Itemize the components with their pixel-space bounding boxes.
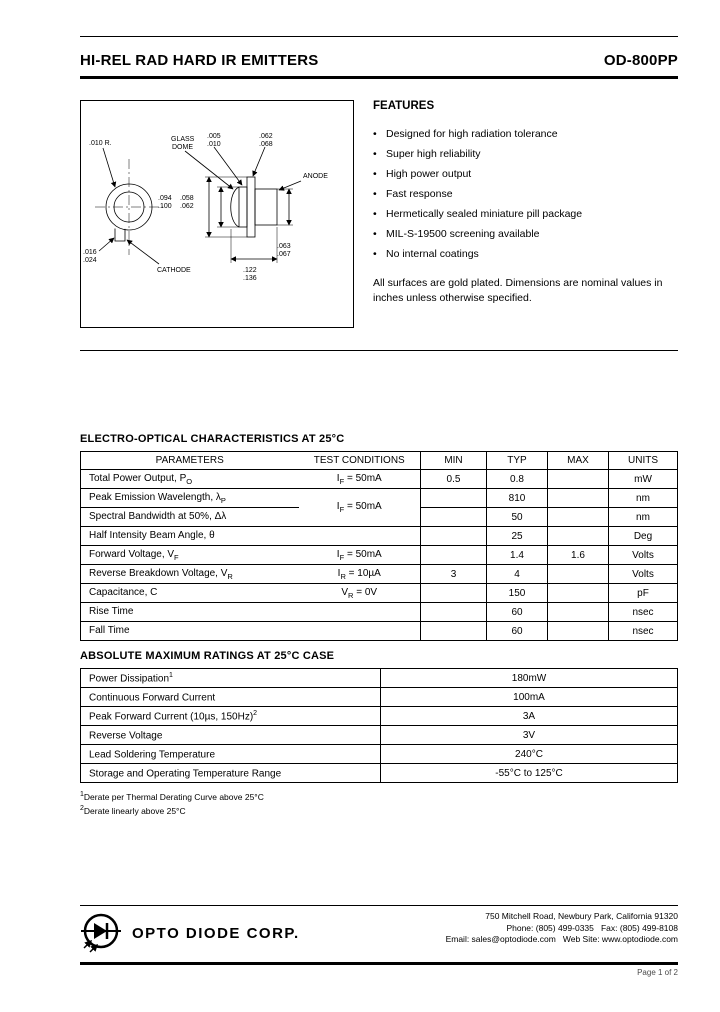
col-units: UNITS <box>609 452 678 470</box>
parameter-cell: Peak Emission Wavelength, $\lambda_P$ <box>81 489 299 508</box>
parameter-cell: Rise Time <box>81 603 299 622</box>
footnotes <box>80 789 678 817</box>
length-dim: .136 <box>243 275 257 282</box>
test-condition-cell: $I_F = 50mA$ <box>299 489 421 527</box>
max-cell <box>548 489 609 508</box>
amr-row-lead-soldering <box>81 745 678 764</box>
typ-cell: 60 <box>487 622 548 641</box>
dome-height-dim: .005 <box>207 133 221 140</box>
flange-dia-dim: .094 <box>158 195 172 202</box>
address-block <box>446 911 678 946</box>
max-cell: 1.6 <box>548 546 609 565</box>
eo-row-peak-wavelength <box>81 489 678 508</box>
rating-value-cell: 240°C <box>381 745 678 764</box>
col-test-conditions: TEST CONDITIONS <box>299 452 421 470</box>
tab-width-dim: .024 <box>83 257 97 264</box>
units-cell: Volts <box>609 546 678 565</box>
feature-item <box>373 188 675 201</box>
length-dim: .122 <box>243 267 257 274</box>
units-cell: pF <box>609 584 678 603</box>
units-cell: mW <box>609 470 678 489</box>
test-condition-cell: $I_F = 50mA$ <box>299 546 421 565</box>
page-number: Page 1 of 2 <box>637 968 678 977</box>
rating-label-cell: Continuous Forward Current <box>81 688 381 707</box>
feature-text: MIL-S-19500 screening available <box>386 228 540 240</box>
features-section <box>373 100 675 306</box>
min-cell <box>421 546 487 565</box>
feature-text: Designed for high radiation tolerance <box>386 128 558 140</box>
amr-table <box>80 668 678 783</box>
units-cell: Volts <box>609 565 678 584</box>
bullet-icon: • <box>373 168 377 180</box>
units-cell: nsec <box>609 603 678 622</box>
feature-item <box>373 228 675 241</box>
eo-row-forward-voltage <box>81 546 678 565</box>
footnote-1: $^1$Derate per Thermal Derating Curve above 25°C <box>80 791 264 802</box>
typ-cell: 810 <box>487 489 548 508</box>
eo-heading: ELECTRO-OPTICAL CHARACTERISTICS AT 25°C <box>80 433 345 445</box>
drawing-shapes <box>95 147 301 264</box>
bottom-rule <box>80 962 678 965</box>
header-rule <box>80 76 678 79</box>
test-condition-cell <box>299 603 421 622</box>
dome-dia-dim: .058 <box>180 195 194 202</box>
max-cell <box>548 584 609 603</box>
amr-row-forward-current <box>81 688 678 707</box>
typ-cell: 1.4 <box>487 546 548 565</box>
amr-row-storage-temp <box>81 764 678 783</box>
company-name: OPTO DIODE CORP. <box>132 924 300 942</box>
min-cell <box>421 489 487 508</box>
parameter-cell: Capacitance, C <box>81 584 299 603</box>
col-max: MAX <box>548 452 609 470</box>
glass-dome-label: GLASS <box>171 136 195 143</box>
email-web-line: Email: sales@optodiode.com Web Site: www.optodiode.com <box>445 934 678 944</box>
stud-dia-dim: .063 <box>277 243 291 250</box>
flange-dim: .068 <box>259 141 273 148</box>
max-cell <box>548 603 609 622</box>
rating-value-cell: -55°C to 125°C <box>381 764 678 783</box>
units-cell: nm <box>609 508 678 527</box>
bullet-icon: • <box>373 128 377 140</box>
rating-value-cell: 3V <box>381 726 678 745</box>
feature-text: No internal coatings <box>386 248 479 260</box>
flange-dia-dim: .100 <box>158 203 172 210</box>
part-number: OD-800PP <box>603 52 678 69</box>
features-list <box>373 128 675 261</box>
max-cell <box>548 565 609 584</box>
min-cell <box>421 584 487 603</box>
dome-height-dim: .010 <box>207 141 221 148</box>
min-cell: 3 <box>421 565 487 584</box>
anode-label: ANODE <box>303 173 328 180</box>
feature-item <box>373 248 675 261</box>
eo-row-beam-angle <box>81 527 678 546</box>
test-condition-cell: $I_F = 50mA$ <box>299 470 421 489</box>
bullet-icon: • <box>373 148 377 160</box>
test-condition-cell <box>299 527 421 546</box>
feature-item <box>373 148 675 161</box>
features-heading: FEATURES <box>373 100 435 112</box>
units-cell: nm <box>609 489 678 508</box>
min-cell <box>421 508 487 527</box>
package-diagram <box>80 100 354 328</box>
rating-value-cell: 100mA <box>381 688 678 707</box>
header <box>80 52 678 69</box>
rating-label-cell: Storage and Operating Temperature Range <box>81 764 381 783</box>
glass-dome-label: DOME <box>172 144 193 151</box>
parameter-cell: Spectral Bandwidth at 50%, Δλ <box>81 508 299 527</box>
units-cell: Deg <box>609 527 678 546</box>
dome-dia-dim: .062 <box>180 203 194 210</box>
col-min: MIN <box>421 452 487 470</box>
eo-table <box>80 451 678 641</box>
min-cell <box>421 603 487 622</box>
amr-row-power-dissipation <box>81 669 678 688</box>
parameter-cell: Fall Time <box>81 622 299 641</box>
address-line: 750 Mitchell Road, Newbury Park, California 91320 <box>485 911 678 921</box>
max-cell <box>548 470 609 489</box>
absolute-max-section <box>80 650 678 817</box>
footnote-2: $^2$Derate linearly above 25°C <box>80 804 186 816</box>
typ-cell: 4 <box>487 565 548 584</box>
min-cell: 0.5 <box>421 470 487 489</box>
parameter-cell: Forward Voltage, $V_F$ <box>81 546 299 565</box>
amr-row-peak-forward-current <box>81 707 678 726</box>
eo-row-rise-time <box>81 603 678 622</box>
bullet-icon: • <box>373 248 377 260</box>
parameter-cell: Reverse Breakdown Voltage, $V_R$ <box>81 565 299 584</box>
amr-heading: ABSOLUTE MAXIMUM RATINGS AT 25°C CASE <box>80 650 335 662</box>
feature-item <box>373 168 675 181</box>
amr-row-reverse-voltage <box>81 726 678 745</box>
test-condition-cell: $I_R = 10\mu A$ <box>299 565 421 584</box>
section-divider-rule <box>80 350 678 351</box>
typ-cell: 0.8 <box>487 470 548 489</box>
eo-row-reverse-breakdown <box>81 565 678 584</box>
flange-dim: .062 <box>259 133 273 140</box>
min-cell <box>421 527 487 546</box>
eo-row-capacitance <box>81 584 678 603</box>
electro-optical-section <box>80 433 678 641</box>
rating-value-cell: 3A <box>381 707 678 726</box>
eo-row-fall-time <box>81 622 678 641</box>
min-cell <box>421 622 487 641</box>
company-block <box>80 912 300 954</box>
stud-dia-dim: .067 <box>277 251 291 258</box>
rating-label-cell: Power Dissipation$^1$ <box>81 669 381 688</box>
typ-cell: 150 <box>487 584 548 603</box>
footer-rule <box>80 905 678 906</box>
radius-dim-label: .010 R. <box>89 140 112 147</box>
parameter-cell: Total Power Output, $P_O$ <box>81 470 299 489</box>
surfaces-note: All surfaces are gold plated. Dimensions are nominal values in inches unless otherwise specified. <box>373 277 663 304</box>
bullet-icon: • <box>373 188 377 200</box>
max-cell <box>548 508 609 527</box>
tab-width-dim: .016 <box>83 249 97 256</box>
col-parameters: PARAMETERS <box>81 452 299 470</box>
max-cell <box>548 622 609 641</box>
drawing-labels <box>83 133 328 282</box>
cathode-label: CATHODE <box>157 267 191 274</box>
page-title: HI-REL RAD HARD IR EMITTERS <box>80 52 319 69</box>
eo-row-total-power <box>81 470 678 489</box>
rating-label-cell: Lead Soldering Temperature <box>81 745 381 764</box>
package-drawing <box>81 101 352 326</box>
feature-text: Super high reliability <box>386 148 481 160</box>
typ-cell: 50 <box>487 508 548 527</box>
feature-text: Hermetically sealed miniature pill package <box>386 208 583 220</box>
bullet-icon: • <box>373 228 377 240</box>
test-condition-cell <box>299 622 421 641</box>
parameter-cell: Half Intensity Beam Angle, θ <box>81 527 299 546</box>
typ-cell: 60 <box>487 603 548 622</box>
rating-label-cell: Peak Forward Current (10µs, 150Hz)$^2$ <box>81 707 381 726</box>
feature-item <box>373 208 675 221</box>
col-typ: TYP <box>487 452 548 470</box>
rating-value-cell: 180mW <box>381 669 678 688</box>
phone-fax-line: Phone: (805) 499-0335 Fax: (805) 499-8108 <box>506 922 678 933</box>
typ-cell: 25 <box>487 527 548 546</box>
feature-text: Fast response <box>386 188 453 200</box>
rating-label-cell: Reverse Voltage <box>81 726 381 745</box>
test-condition-cell: $V_R = 0V$ <box>299 584 421 603</box>
feature-item <box>373 128 675 141</box>
units-cell: nsec <box>609 622 678 641</box>
feature-text: High power output <box>386 168 472 180</box>
max-cell <box>548 527 609 546</box>
bullet-icon: • <box>373 208 377 220</box>
eo-header-row <box>81 452 678 470</box>
optodiode-logo <box>80 912 122 954</box>
top-rule <box>80 36 678 37</box>
